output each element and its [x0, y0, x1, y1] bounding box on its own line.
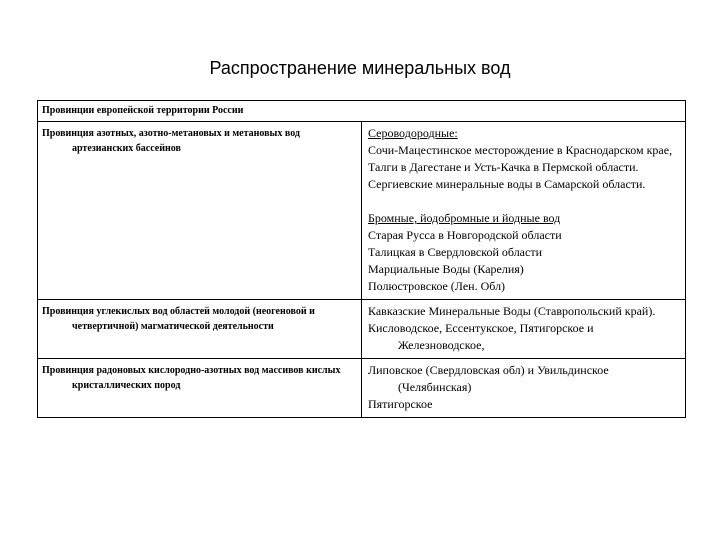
deposits-cell	[362, 359, 686, 418]
province-name: Провинция углекислых вод областей молодой (неогеновой и четвертичной) магматической деятельности	[42, 306, 315, 332]
deposit-item: Старая Русса в Новгородской области	[368, 228, 562, 242]
group-heading: Бромные, йодобромные и йодные вод	[368, 211, 561, 225]
mineral-waters-table	[37, 100, 686, 418]
table-header-row	[38, 101, 686, 122]
deposit-item: Сочи-Мацестинское месторождение в Краснодарском крае,	[368, 143, 673, 157]
page-title: Распространение минеральных вод	[209, 58, 511, 78]
province-name: Провинция радоновых кислородно-азотных вод массивов кислых кристаллических пород	[42, 365, 341, 391]
deposits-cell	[362, 300, 686, 359]
group-heading: Сероводородные:	[368, 126, 458, 140]
deposit-item: Кисловодское, Ессентукское, Пятигорское и Железноводское,	[368, 321, 594, 352]
deposit-item: Полюстровское (Лен. Обл)	[368, 279, 506, 293]
deposit-item: Марциальные Воды (Карелия)	[368, 262, 524, 276]
province-cell	[38, 359, 362, 418]
deposit-item: Пятигорское	[368, 397, 433, 411]
deposit-item: Липовское (Свердловская обл) и Увильдинское (Челябинская)	[368, 363, 609, 394]
deposit-item: Талги в Дагестане и Усть-Качка в Пермской области.	[368, 160, 639, 174]
deposits-cell	[362, 122, 686, 300]
province-cell	[38, 122, 362, 300]
table-row	[38, 359, 686, 418]
deposit-item: Кавказские Минеральные Воды (Ставропольский край).	[368, 304, 656, 318]
table-header-cell: Провинции европейской территории России	[38, 101, 686, 122]
deposit-item: Талицкая в Свердловской области	[368, 245, 542, 259]
province-cell	[38, 300, 362, 359]
province-name: Провинция азотных, азотно-метановых и метановых вод артезианских бассейнов	[42, 128, 300, 154]
table-row	[38, 300, 686, 359]
deposit-item: Сергиевские минеральные воды в Самарской области.	[368, 177, 646, 191]
table-row	[38, 122, 686, 300]
